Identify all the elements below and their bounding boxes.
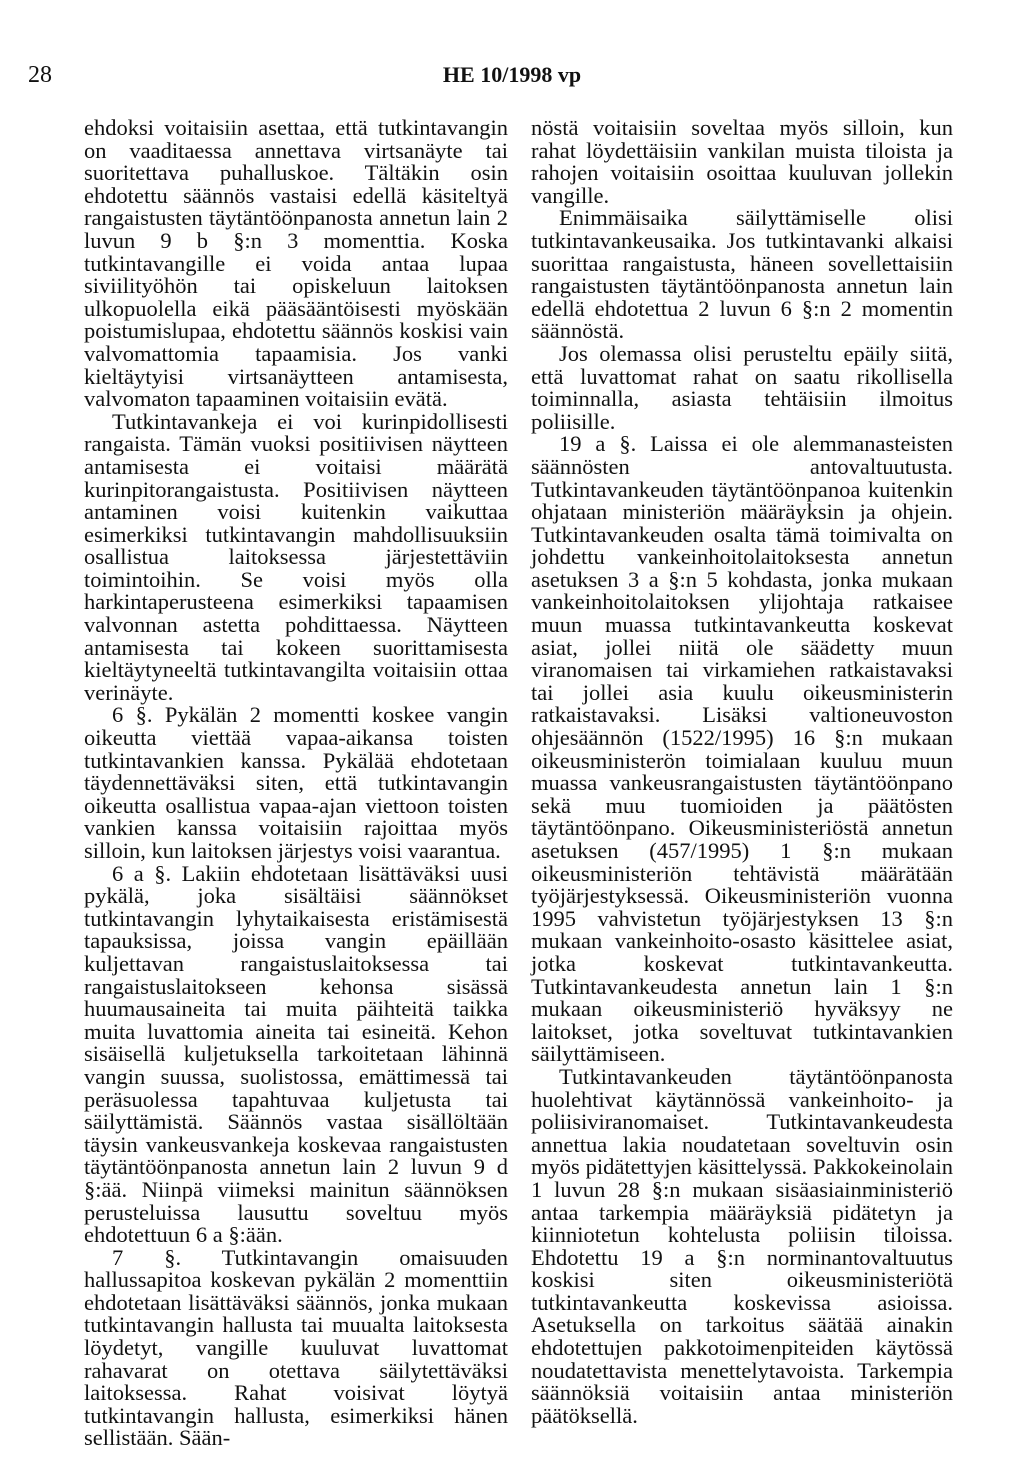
paragraph: Tutkintavankeuden täytäntöönpanosta huolehtivat käytännössä vankeinhoito- ja poliisiviranomaiset. Tutkintavankeudesta annettua lakia noudatetaan soveltuvin osin myös pidätettyjen käsittelyssä. Pakkokeinolain 1 luvun 28 §:n mukaan sisäasiainministeriö antaa tarkempia määräyksiä pidätetyn ja kiinniotetun kohtelusta poliisin tiloissa. Ehdotettu 19 a §:n norminantovaltuutus koskisi siten oikeusministeriötä tutkintavankeutta koskevissa asioissa. Asetuksella on tarkoitus säätää ainakin ehdotettujen pakkotoimenpiteiden käytössä noudatettavista menettelytavoista. Tarkempia säännöksiä voitaisiin antaa ministeriön päätöksellä. <box>531 1063 953 1428</box>
left-column <box>84 117 508 1450</box>
right-column <box>531 117 953 1427</box>
paragraph: 6 a §. Lakiin ehdotetaan lisättäväksi uusi pykälä, joka sisältäisi säännökset tutkintavangin lyhytaikaisesta eristämisestä tapauksissa, joissa vangin epäillään kuljettavan rangaistuslaitoksessa tai rangaistuslaitokseen kehonsa sisässä huumausaineita tai muita päihteitä taikka muita luvattomia aineita tai esineitä. Kehon sisäisellä kuljetuksella tarkoitetaan lähinnä vangin suussa, suolistossa, emättimessä tai peräsuolessa tapahtuvaa kuljetusta tai säilyttämistä. Säännös vastaa sisällöltään täysin vankeusvankeja koskevaa rangaistusten täytäntöönpanosta annetun lain 2 luvun 9 d §:ää. Niinpä viimeksi mainitun säännöksen perusteluissa lausuttu soveltuu myös ehdotettuun 6 a §:ään. <box>84 860 508 1248</box>
paragraph: 19 a §. Laissa ei ole alemmanasteisten säännösten antovaltuutusta. Tutkintavankeuden täytäntöönpanoa kuitenkin ohjataan ministeriön määräyksin ja ohjein. Tutkintavankeuden osalta tämä toimivalta on johdettu vankeinhoitolaitoksesta annetun asetuksen 3 a §:n 5 kohdasta, jonka mukaan vankeinhoitolaitoksen ylijohtaja ratkaisee muun muassa tutkintavankeutta koskevat asiat, jollei niitä ole säädetty muun viranomaisen tai virkamiehen ratkaistavaksi tai jollei asia kuulu oikeusministerin ratkaistavaksi. Lisäksi valtioneuvoston ohjesäännön (1522/1995) 16 §:n mukaan oikeusministerön toimialaan kuuluu muun muassa vankeusrangaistusten täytäntöönpano sekä muu tuomioiden ja päätösten täytäntöönpano. Oikeusministeriöstä annetun asetuksen (457/1995) 1 §:n mukaan oikeusministeriön tehtävistä määrätään työjärjestyksessä. Oikeusministeriön vuonna 1995 vahvistetun työjärjestyksen 13 §:n mukaan vankeinhoito-osasto käsittelee asiat, jotka koskevat tutkintavankeutta. Tutkintavankeudesta annetun lain 1 §:n mukaan oikeusministeriö hyväksyy ne laitokset, jotka soveltuvat tutkintavankien säilyttämiseen. <box>531 431 953 1067</box>
paragraph: 6 §. Pykälän 2 momentti koskee vangin oikeutta viettää vapaa-aikansa toisten tutkintavankien kanssa. Pykälää ehdotetaan täydennettäväksi siten, että tutkintavangin oikeutta osallistua vapaa-ajan viettoon toisten vankien kanssa voitaisiin rajoittaa myös silloin, kun laitoksen järjestys voisi vaarantua. <box>84 702 508 863</box>
paragraph: nöstä voitaisiin soveltaa myös silloin, kun rahat löydettäisiin vankilan muista tiloista ja rahojen voitaisiin osoittaa kuuluvan jollekin vangille. <box>531 115 953 208</box>
paragraph: ehdoksi voitaisiin asettaa, että tutkintavangin on vaaditaessa annettava virtsanäyte tai suoritettava puhalluskoe. Tältäkin osin ehdotettu säännös vastaisi edellä käsiteltyä rangaistusten täytäntöönpanosta annetun lain 2 luvun 9 b §:n 3 momenttia. Koska tutkintavangille ei voida antaa lupaa siviilityöhön tai opiskeluun laitoksen ulkopuolella eikä pääsääntöisesti myöskään poistumislupaa, ehdotettu säännös koskisi vain valvomattomia tapaamisia. Jos vanki kieltäytyisi virtsanäytteen antamisesta, valvomaton tapaaminen voitaisiin evätä. <box>84 115 508 412</box>
paragraph: Enimmäisaika säilyttämiselle olisi tutkintavankeusaika. Jos tutkintavanki alkaisi suorittaa rangaistusta, häneen sovellettaisiin rangaistusten täytäntöönpanosta annetun lain edellä ehdotettua 2 luvun 6 §:n 2 momentin säännöstä. <box>531 205 953 344</box>
page-number: 28 <box>28 62 52 88</box>
paragraph: 7 §. Tutkintavangin omaisuuden hallussapitoa koskevan pykälän 2 momenttiin ehdotetaan lisättäväksi säännös, jonka mukaan tutkintavangin hallusta tai muualta laitoksesta löydetyt, vangille kuuluvat luvattomat rahavarat on otettava säilytettäväksi laitoksessa. Rahat voisivat löytyä tutkintavangin hallusta, esimerkiksi hänen sellistään. Sään- <box>84 1244 508 1451</box>
paragraph: Jos olemassa olisi perusteltu epäily siitä, että luvattomat rahat on saatu rikollisella toiminnalla, asiasta tehtäisiin ilmoitus poliisille. <box>531 340 953 434</box>
running-head: HE 10/1998 vp <box>442 62 582 87</box>
paragraph: Tutkintavankeja ei voi kurinpidollisesti rangaista. Tämän vuoksi positiivisen näytteen antamisesta ei voitaisi määrätä kurinpitorangaistusta. Positiivisen näytteen antaminen voisi kuitenkin vaikuttaa esimerkiksi tutkintavangin mahdollisuuksiin osallistua laitoksessa järjestettäviin toimintoihin. Se voisi myös olla harkintaperusteena esimerkiksi tapaamisen valvonnan astetta pohdittaessa. Näytteen antamisesta tai kokeen suorittamisesta kieltäytyneeltä tutkintavangilta voitaisiin ottaa verinäyte. <box>84 408 508 705</box>
